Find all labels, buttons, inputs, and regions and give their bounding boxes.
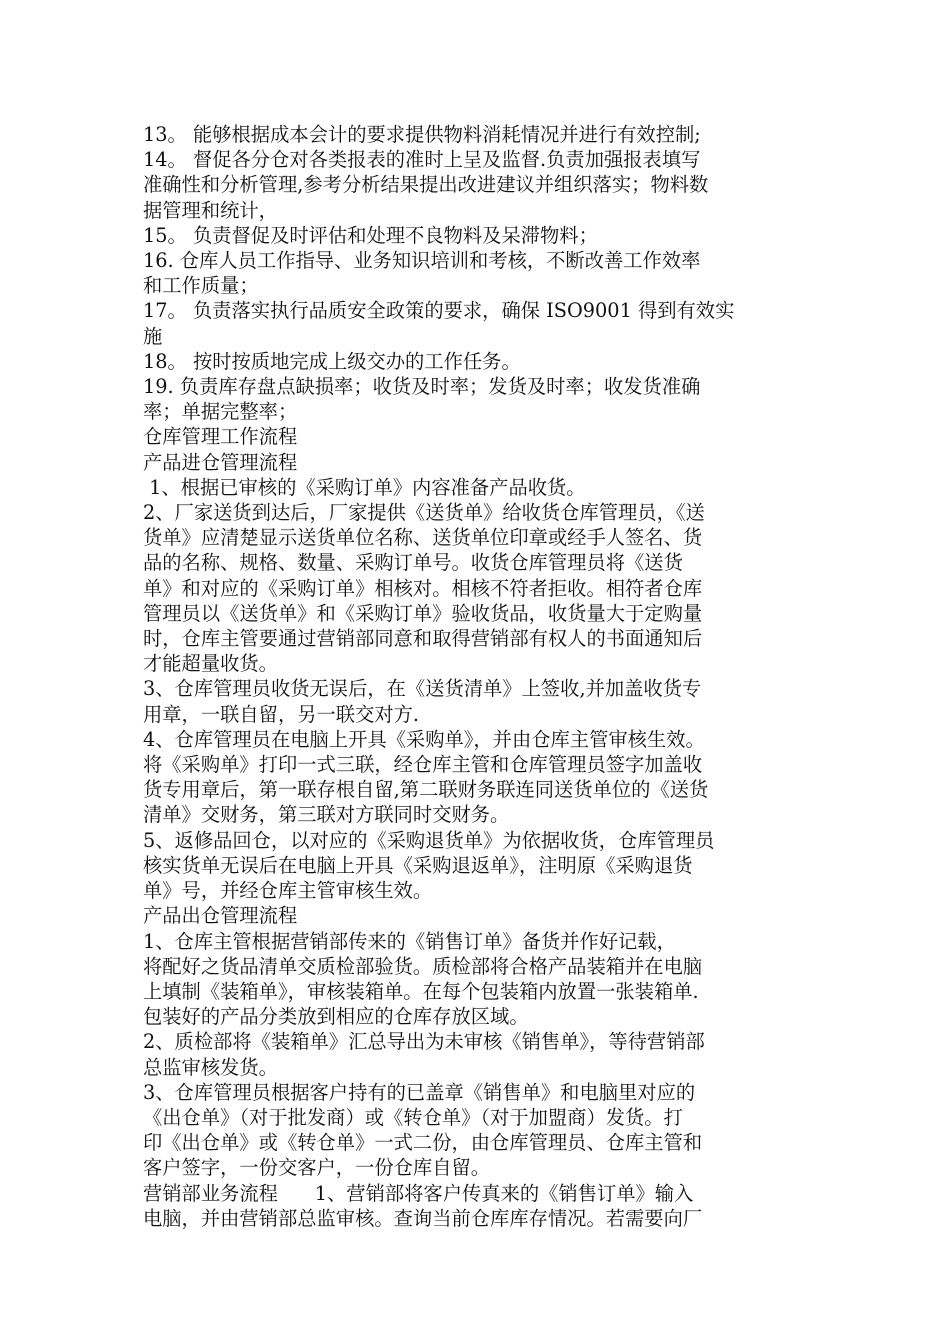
text-line: 时，仓库主管要通过营销部同意和取得营销部有权人的书面通知后 [143, 627, 703, 651]
text-line: 核实货单无误后在电脑上开具《采购退返单》，注明原《采购退货 [143, 853, 693, 877]
text-line: 15。 负责督促及时评估和处理不良物料及呆滞物料； [143, 223, 598, 247]
text-line: 电脑，并由营销部总监审核。查询当前仓库库存情况。若需要向厂 [143, 1206, 703, 1230]
text-line: 2、厂家送货到达后，厂家提供《送货单》给收货仓库管理员，《送 [143, 501, 705, 525]
text-line: 3、仓库管理员收货无误后，在《送货清单》上签收,并加盖收货专 [143, 677, 702, 701]
text-line: 单》和对应的《采购订单》相核对。相核不符者拒收。相符者仓库 [143, 576, 703, 600]
document-body [143, 122, 811, 1231]
text-line: 1、仓库主管根据营销部传来的《销售订单》备货并作好记载， [143, 929, 676, 953]
text-line: 2、质检部将《装箱单》汇总导出为未审核《销售单》，等待营销部 [143, 1030, 705, 1054]
text-line: 管理员以《送货单》和《采购订单》验收货品，收货量大于定购量 [143, 601, 703, 625]
text-line: 货专用章后，第一联存根自留,第二联财务联连同送货单位的《送货 [143, 778, 709, 802]
text-line: 客户签字，一份交客户，一份仓库自留。 [143, 1156, 491, 1180]
text-line: 18。 按时按质地完成上级交办的工作任务。 [143, 349, 521, 373]
text-line: 5、返修品回仓，以对应的《采购退货单》为依据收货，仓库管理员 [143, 828, 715, 852]
text-line: 将配好之货品清单交质检部验货。质检部将合格产品装箱并在电脑 [143, 954, 703, 978]
text-line: 包装好的产品分类放到相应的仓库存放区域。 [143, 1005, 529, 1029]
text-line: 率；单据完整率； [143, 400, 298, 424]
text-line: 《出仓单》（对于批发商）或《转仓单》（对于加盟商）发货。打 [143, 1105, 683, 1129]
text-line: 才能超量收货。 [143, 652, 278, 676]
text-line: 14。 督促各分仓对各类报表的准时上呈及监督.负责加强报表填写 [143, 148, 701, 172]
text-line: 19. 负责库存盘点缺损率；收货及时率；发货及时率；收发货准确 [143, 375, 701, 399]
text-line: 单》号，并经仓库主管审核生效。 [143, 879, 433, 903]
text-line: 17。 负责落实执行品质安全政策的要求，确保 ISO9001 得到有效实 [143, 299, 735, 323]
text-line: 施 [143, 324, 163, 348]
text-line: 印《出仓单》或《转仓单》一式二份，由仓库管理员、仓库主管和 [143, 1131, 703, 1155]
text-line: 1、根据已审核的《采购订单》内容准备产品收货。 [143, 475, 586, 499]
text-line: 用章，一联自留，另一联交对方. [143, 702, 420, 726]
text-line: 上填制《装箱单》，审核装箱单。在每个包装箱内放置一张装箱单. [143, 979, 699, 1003]
text-line: 3、仓库管理员根据客户持有的已盖章《销售单》和电脑里对应的 [143, 1080, 696, 1104]
text-line: 总监审核发货。 [143, 1055, 278, 1079]
section-heading: 产品出仓管理流程 [143, 904, 298, 928]
text-line: 16. 仓库人员工作指导、业务知识培训和考核，不断改善工作效率 [143, 249, 701, 273]
text-line: 13。 能够根据成本会计的要求提供物料消耗情况并进行有效控制; [143, 123, 701, 146]
text-line: 据管理和统计， [143, 198, 278, 222]
text-line: 将《采购单》打印一式三联，经仓库主管和仓库管理员签字加盖收 [143, 753, 703, 777]
text-line: 清单》交财务，第三联对方联同时交财务。 [143, 803, 510, 827]
text-line: 准确性和分析管理,参考分析结果提出改进建议并组织落实；物料数 [143, 173, 709, 197]
section-heading: 营销部业务流程 1、营销部将客户传真来的《销售订单》输入 [143, 1181, 694, 1205]
text-line: 4、仓库管理员在电脑上开具《采购单》，并由仓库主管审核生效。 [143, 727, 705, 751]
text-line: 品的名称、规格、数量、采购订单号。收货仓库管理员将《送货 [143, 551, 683, 575]
text-line: 货单》应清楚显示送货单位名称、送货单位印章或经手人签名、货 [143, 526, 703, 550]
section-heading: 产品进仓管理流程 [143, 450, 298, 474]
section-heading: 仓库管理工作流程 [143, 425, 298, 449]
text-line: 和工作质量； [143, 274, 259, 298]
